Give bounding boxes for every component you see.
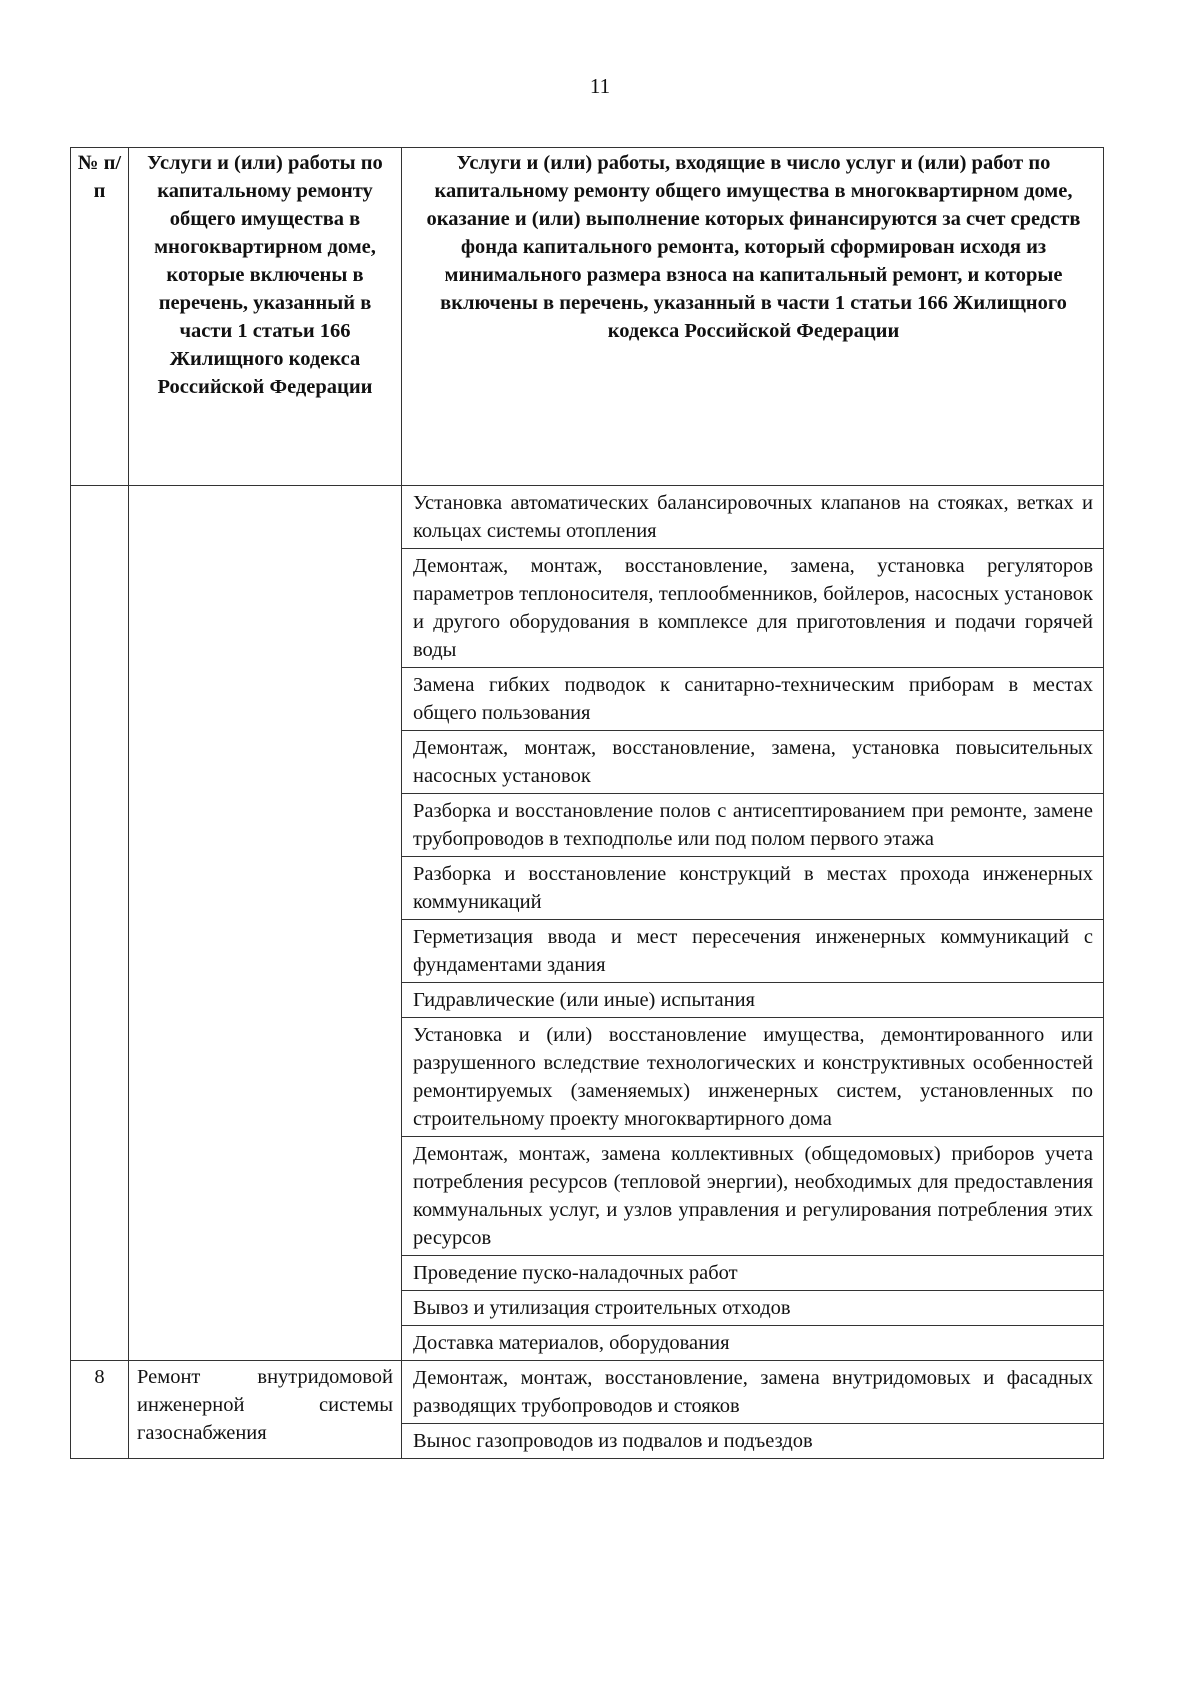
work-item: Разборка и восстановление полов с антисептированием при ремонте, замене трубопроводов в техподполье или под полом первого этажа [402,794,1104,857]
row-number: 8 [71,1361,129,1459]
work-item: Установка автоматических балансировочных клапанов на стояках, ветках и кольцах системы отопления [402,486,1104,549]
work-item: Доставка материалов, оборудования [402,1326,1104,1361]
capital-repair-table [70,147,1104,1459]
row-number [71,486,129,1361]
header-services: Услуги и (или) работы по капитальному ремонту общего имущества в многоквартирном доме, которые включены в перечень, указанный в части 1 статьи 166 Жилищного кодекса Российской Федерации [129,148,402,486]
work-item: Установка и (или) восстановление имущества, демонтированного или разрушенного вследствие технологических и конструктивных особенностей ремонтируемых (заменяемых) инженерных систем, установленных по строительному проекту многоквартирного дома [402,1018,1104,1137]
work-item: Вывоз и утилизация строительных отходов [402,1291,1104,1326]
work-item: Герметизация ввода и мест пересечения инженерных коммуникаций с фундаментами здания [402,920,1104,983]
work-item: Демонтаж, монтаж, восстановление, замена, установка регуляторов параметров теплоносителя, теплообменников, бойлеров, насосных установок и другого оборудования в комплексе для приготовления и подачи горячей воды [402,549,1104,668]
header-number: № п/п [71,148,129,486]
work-item: Демонтаж, монтаж, замена коллективных (общедомовых) приборов учета потребления ресурсов (тепловой энергии), необходимых для предоставления коммунальных услуг, и узлов управления и регулирования потребления этих ресурсов [402,1137,1104,1256]
table-row [71,486,1104,549]
header-works: Услуги и (или) работы, входящие в число услуг и (или) работ по капитальному ремонту общего имущества в многоквартирном доме, оказание и (или) выполнение которых финансируются за счет средств фонда капитального ремонта, который сформирован исходя из минимального размера взноса на капитальный ремонт, и которые включены в перечень, указанный в части 1 статьи 166 Жилищного кодекса Российской Федерации [402,148,1104,486]
work-item: Демонтаж, монтаж, восстановление, замена, установка повысительных насосных установок [402,731,1104,794]
work-item: Вынос газопроводов из подвалов и подъездов [402,1424,1104,1459]
row-service [129,486,402,1361]
work-item: Замена гибких подводок к санитарно-техническим приборам в местах общего пользования [402,668,1104,731]
page-number: 11 [589,74,611,98]
work-item: Разборка и восстановление конструкций в местах прохода инженерных коммуникаций [402,857,1104,920]
table-header-row [71,148,1104,486]
work-item: Гидравлические (или иные) испытания [402,983,1104,1018]
work-item: Проведение пуско-наладочных работ [402,1256,1104,1291]
table-row [71,1361,1104,1424]
row-service: Ремонт внутридомовой инженерной системы газоснабжения [129,1361,402,1459]
work-item: Демонтаж, монтаж, восстановление, замена внутридомовых и фасадных разводящих трубопроводов и стояков [402,1361,1104,1424]
